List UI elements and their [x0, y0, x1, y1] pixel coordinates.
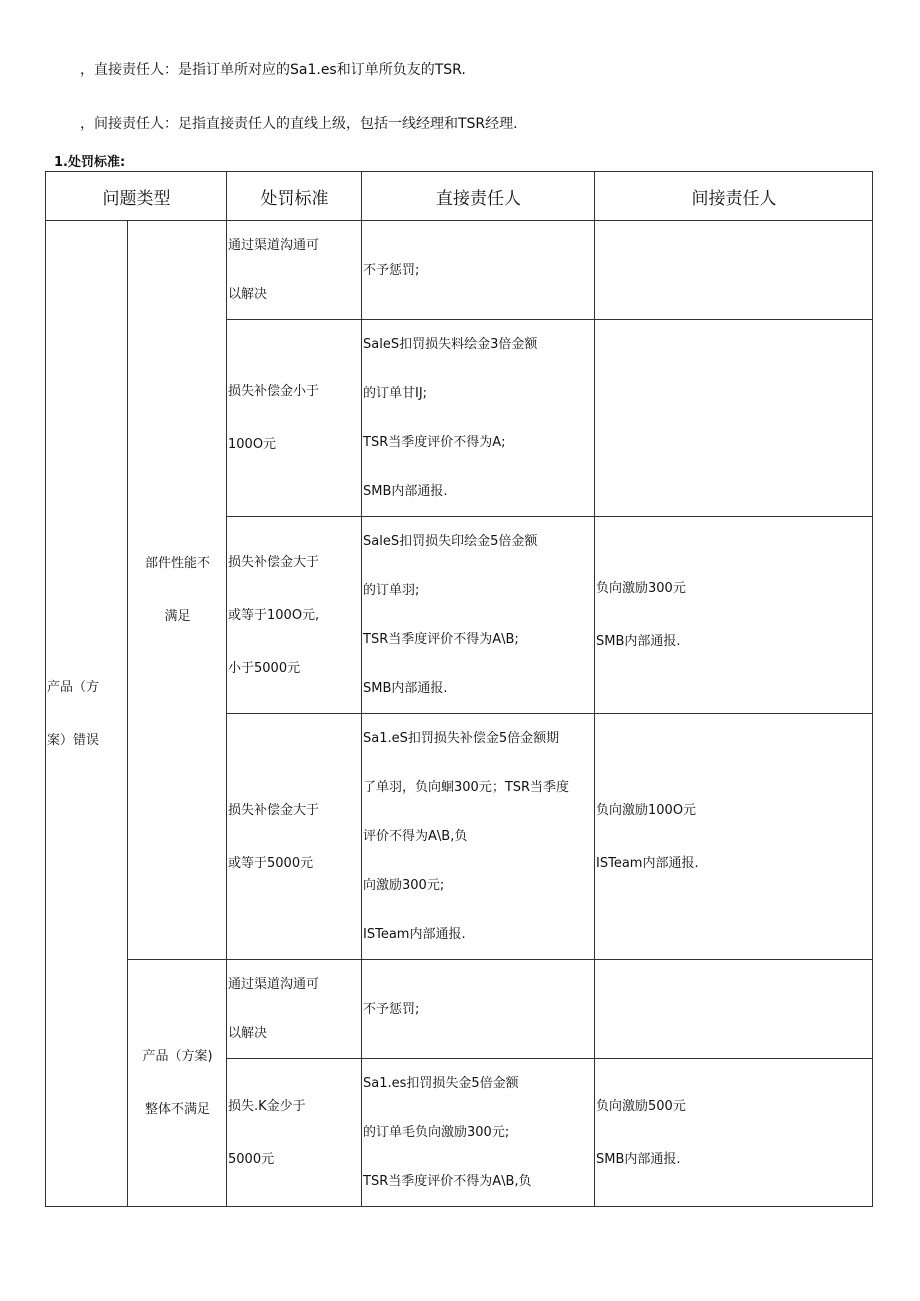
group-label-cell: 部件性能不 满足 — [128, 221, 227, 960]
direct-cell: 不予惩罚; — [362, 221, 595, 320]
direct-cell: Sa1.es扣罚损失金5倍金额 的订单毛负向激励300元; TSR当季度评价不得为A\B,负 — [362, 1059, 595, 1207]
standard-cell: 损失补偿金小于 100O元 — [227, 320, 362, 517]
group-label-cell: 产品（方案) 整体不满足 — [128, 960, 227, 1207]
direct-cell: SaleS扣罚损失印绘金5倍金额 的订单羽; TSR当季度评价不得为A\B; SMB内部通报. — [362, 517, 595, 714]
header-indirect-responsible: 间接责任人 — [595, 172, 873, 221]
indirect-cell — [595, 221, 873, 320]
direct-cell: 不予惩罚; — [362, 960, 595, 1059]
standard-cell: 损失.K金少于 5000元 — [227, 1059, 362, 1207]
standard-cell: 通过渠道沟通可 以解决 — [227, 960, 362, 1059]
intro-indirect-responsible: ，间接责任人：足指直接责任人的直线上级，包括一线经理和TSR经理. — [80, 116, 518, 132]
penalty-table — [45, 171, 873, 1207]
standard-cell: 损失补偿金大于 或等于100O元, 小于5000元 — [227, 517, 362, 714]
standard-cell: 通过渠道沟通可 以解决 — [227, 221, 362, 320]
section-heading: 1.处罚标准: — [54, 155, 126, 170]
table-row — [46, 960, 873, 1059]
intro-direct-responsible: ，直接责任人：是指订单所对应的Sa1.es和订单所负友的TSR. — [80, 62, 466, 78]
direct-cell: Sa1.eS扣罚损失补偿金5倍金额期 了单羽，负向蛔300元；TSR当季度 评价不得为A\B,负 向激励300元; ISTeam内部通报. — [362, 714, 595, 960]
direct-cell: SaleS扣罚损失料绘金3倍金额 的订单甘IJ; TSR当季度评价不得为A; SMB内部通报. — [362, 320, 595, 517]
header-problem-type: 问题类型 — [46, 172, 227, 221]
header-penalty-standard: 处罚标准 — [227, 172, 362, 221]
standard-cell: 损失补偿金大于 或等于5000元 — [227, 714, 362, 960]
indirect-cell: 负向激励500元 SMB内部通报. — [595, 1059, 873, 1207]
indirect-cell — [595, 960, 873, 1059]
indirect-cell: 负向激励300元 SMB内部通报. — [595, 517, 873, 714]
table-header-row — [46, 172, 873, 221]
table-row — [46, 221, 873, 320]
category-cell: 产品（方 案）错误 — [46, 221, 128, 1207]
indirect-cell — [595, 320, 873, 517]
header-direct-responsible: 直接责任人 — [362, 172, 595, 221]
indirect-cell: 负向激励100O元 ISTeam内部通报. — [595, 714, 873, 960]
